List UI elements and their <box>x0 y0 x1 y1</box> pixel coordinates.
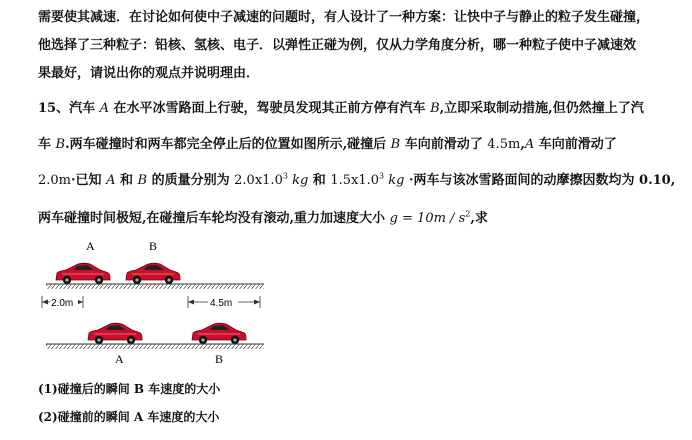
arrow-icon <box>188 300 194 305</box>
text-seg: 和 <box>308 173 331 188</box>
car-b-top <box>126 263 180 284</box>
text-seg: 车向前滑动了 <box>400 137 488 152</box>
text-seg: ·已知 <box>71 173 107 188</box>
text-line-2: 他选择了三种粒子：铅核、氢核、电子．以弹性正碰为例，仅从力学角度分析，哪一种粒子使中子减速效 <box>38 38 637 53</box>
mass-a: 2.0x1.0 <box>234 173 283 188</box>
text-seg: 车向前滑动了 <box>534 137 617 152</box>
problem-15-line-4 <box>38 207 488 226</box>
text-seg: 车 <box>38 137 56 152</box>
text-line-1: 需要使其减速．在讨论如何使中子减速的问题时，有人设计了一种方案：让快中子与静止的粒子发生碰撞， <box>38 10 650 25</box>
text-seg: ,立即采取制动措施,但仍然撞上了汽 <box>439 101 644 116</box>
var-a: A <box>524 137 535 152</box>
mass-b: 1.5x1.0 <box>330 173 380 188</box>
road-hatch-bottom <box>46 344 264 349</box>
text-seg: ·两车与该冰雪路面间的动摩擦因数均为 0.10, <box>404 173 676 188</box>
question-2: (2)碰撞前的瞬间 A 车速度的大小 <box>38 410 220 424</box>
var-b: B <box>430 101 440 116</box>
problem-15-line-3 <box>38 169 675 188</box>
var-a: A <box>99 101 110 116</box>
text-seg: 的质量分别为 <box>147 173 235 188</box>
distance-a: 2.0m <box>38 173 72 188</box>
dim-label-b: 4.5m <box>210 298 233 309</box>
text-seg: ,求 <box>470 211 488 226</box>
gravity-formula: g = 10m / s <box>389 211 466 226</box>
exponent: 2 <box>465 209 471 219</box>
exponent: 3 <box>379 171 385 181</box>
problem-15-line-1 <box>38 97 644 116</box>
var-b: B <box>55 137 66 152</box>
var-b: B <box>137 173 148 188</box>
distance-b: 4.5m <box>487 137 521 152</box>
label-b-top: B <box>149 239 158 253</box>
label-a-bottom: A <box>115 352 124 366</box>
label-a-top: A <box>86 239 95 253</box>
collision-diagram <box>38 236 278 376</box>
arrow-icon <box>42 300 48 305</box>
unit-kg: kg <box>287 173 309 188</box>
question-1: (1)碰撞后的瞬间 B 车速度的大小 <box>38 382 221 396</box>
car-b-bottom <box>192 323 246 344</box>
unit-kg: kg <box>384 173 405 188</box>
var-a: A <box>106 173 116 188</box>
exponent: 3 <box>282 171 288 181</box>
car-a-top <box>56 263 110 284</box>
road-hatch-top <box>46 284 264 289</box>
text-seg: 在水平冰雪路面上行驶，驾驶员发现其正前方停有汽车 <box>109 101 431 116</box>
text-seg: 两车碰撞时间极短,在碰撞后车轮均没有滚动,重力加速度大小 <box>38 211 390 226</box>
text-seg: 15、汽车 <box>38 101 100 116</box>
text-seg: .两车碰撞时和两车都完全停止后的位置如图所示,碰撞后 <box>65 137 391 152</box>
arrow-icon <box>254 300 260 305</box>
text-seg: , <box>520 137 525 152</box>
car-a-bottom <box>88 323 142 344</box>
var-b: B <box>390 137 401 152</box>
text-seg: 和 <box>115 173 138 188</box>
problem-15-line-2 <box>38 133 617 152</box>
dim-label-a: 2.0m <box>51 298 74 309</box>
text-line-3: 果最好，请说出你的观点并说明理由． <box>38 66 260 81</box>
label-b-bottom: B <box>215 352 224 366</box>
